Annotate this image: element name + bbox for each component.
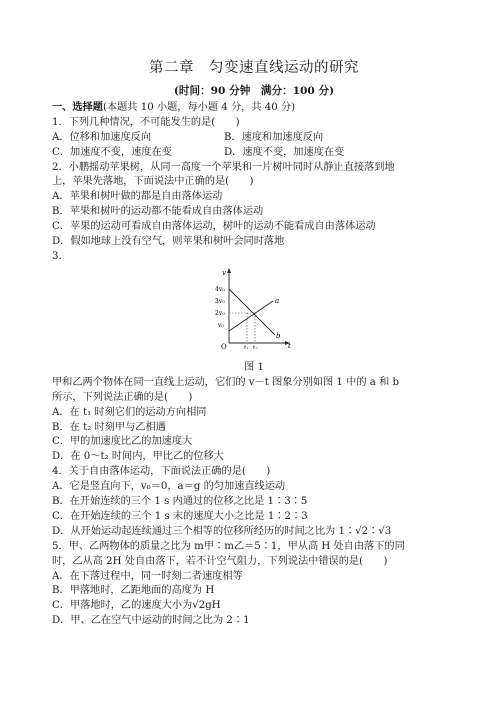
option-c: C．甲的加速度比乙的加速度大: [52, 436, 193, 448]
tick-v0: v₀: [218, 321, 224, 329]
document-page: [52, 58, 456, 629]
option-a: A．它是竖直向下，v₀＝0，a＝g 的匀加速直线运动: [52, 481, 286, 493]
option-a: A．位移和加速度反向: [52, 131, 152, 143]
option-b: B．甲落地时，乙距地面的高度为 H: [52, 585, 215, 597]
vt-graph: [215, 265, 295, 349]
tick-2v0: 2v₀: [215, 309, 225, 317]
option-a: A．苹果和树叶做的都是自由落体运动: [52, 191, 223, 203]
origin-label: O: [221, 342, 227, 349]
option-d: D．在 0～t₂ 时间内，甲比乙的位移大: [52, 451, 224, 463]
option-b: B．在开始连续的三个 1 s 内通过的位移之比是 1∶3∶5: [52, 496, 308, 508]
section-title: 一、选择题: [52, 100, 103, 113]
question-3: [52, 250, 456, 465]
question-stem-line-2: 上，苹果先落地，下面说法中正确的是( ): [52, 176, 254, 188]
option-c: C．在开始连续的三个 1 s 末的速度大小之比是 1∶2∶3: [52, 510, 308, 522]
option-d: D．假如地球上没有空气，则苹果和树叶会同时落地: [52, 236, 285, 248]
tick-4v0: 4v₀: [215, 285, 225, 293]
line-b-label: b: [276, 331, 281, 340]
question-stem-line-1: 5．甲、乙两物体的质量之比为 m甲∶m乙＝5∶1，甲从高 H 处自由落下的同: [52, 540, 405, 552]
v-axis-label: v: [222, 268, 226, 277]
tick-t2: t₂: [253, 344, 258, 349]
figure-caption: 图 1: [244, 361, 264, 373]
question-2: [52, 161, 456, 250]
figure-1: [52, 265, 456, 361]
tick-t1: t₁: [244, 344, 249, 349]
options-row: [52, 131, 456, 146]
line-b: [229, 289, 275, 335]
question-stem-line-1: 2．小鹏摇动苹果树，从同一高度一个苹果和一片树叶同时从静止直接落到地: [52, 161, 395, 173]
section-note: (本题共 10 小题，每小题 4 分，共 40 分): [102, 101, 296, 113]
v-axis-arrow: [227, 268, 231, 273]
question-stem: 4．关于自由落体运动，下面说法正确的是( ): [52, 466, 271, 478]
section-heading: [52, 100, 456, 116]
option-b: B．苹果和树叶的运动都不能看成自由落体运动: [52, 206, 264, 218]
option-c: C．甲落地时，乙的速度大小为√2gH: [52, 600, 221, 612]
option-a: A．在 t₁ 时刻它们的运动方向相同: [52, 406, 207, 418]
line-a-label: a: [275, 296, 280, 305]
option-b: B．在 t₂ 时刻甲与乙相遇: [52, 421, 166, 433]
exam-meta: (时间：90 分钟 满分：100 分): [173, 85, 335, 97]
options-row: [52, 146, 456, 161]
option-a: A．在下落过程中，同一时刻二者速度相等: [52, 570, 243, 582]
question-1: [52, 116, 456, 161]
question-stem: 1．下列几种情况，不可能发生的是( ): [52, 116, 240, 128]
option-d: D．从开始运动起连续通过三个相等的位移所经历的时间之比为 1∶√2∶√3: [52, 525, 392, 537]
question-stem-line-1: 甲和乙两个物体在同一直线上运动，它们的 v－t 图象分别如图 1 中的 a 和 b: [52, 376, 400, 388]
option-c: C．加速度不变，速度在变: [52, 146, 172, 158]
t-axis-label: t: [288, 341, 291, 349]
option-d: D．速度不变，加速度在变: [224, 146, 345, 158]
tick-3v0: 3v₀: [215, 297, 225, 305]
option-c: C．苹果的运动可看成自由落体运动，树叶的运动不能看成自由落体运动: [52, 221, 376, 233]
question-stem-line-2: 所示，下列说法正确的是( ): [52, 391, 193, 403]
question-number: 3.: [52, 250, 62, 262]
question-5: [52, 540, 456, 629]
question-stem-line-2: 时，乙从高 2H 处自由落下，若不计空气阻力，下列说法中错误的是( ): [52, 555, 388, 567]
option-d: D．甲、乙在空气中运动的时间之比为 2∶1: [52, 615, 250, 627]
option-b: B．速度和加速度反向: [224, 131, 324, 143]
question-4: [52, 465, 456, 540]
chapter-title: 第二章 匀变速直线运动的研究: [149, 60, 359, 76]
